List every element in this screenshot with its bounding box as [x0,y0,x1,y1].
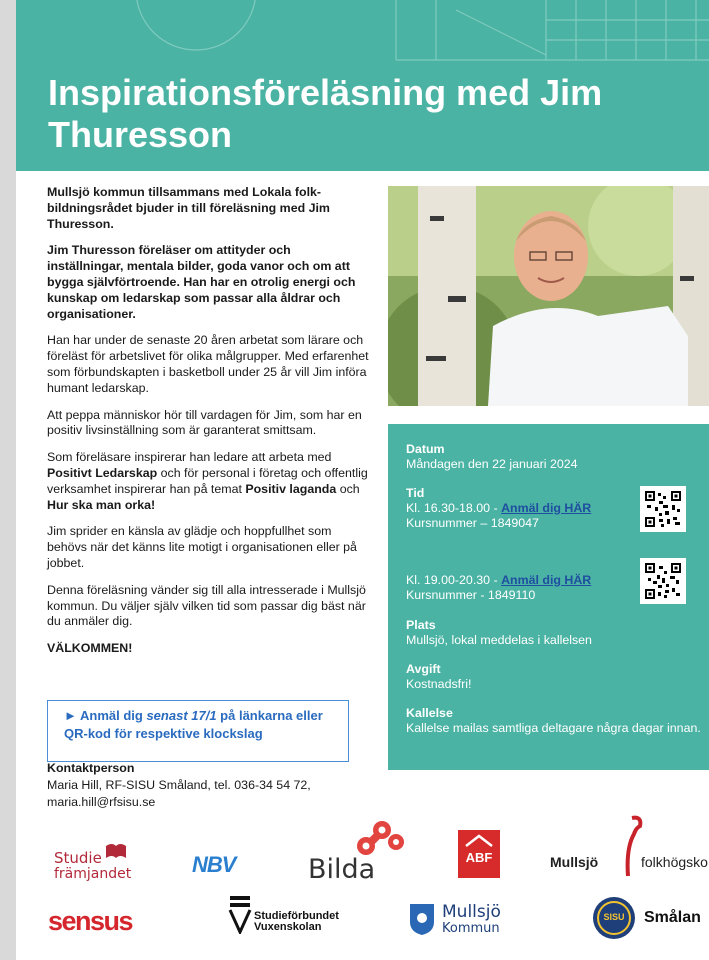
session-1-signup-link[interactable]: Anmäl dig HÄR [501,501,592,515]
intro-paragraph-4: Att peppa människor hör till vardagen för Jim, som har en positiv livsinställning som är garanterat smittsam. [47,407,362,438]
book-icon [104,842,128,860]
location-value: Mullsjö, lokal meddelas i kallelsen [406,633,592,647]
qr-code-icon [645,491,681,527]
fee-value: Kostnadsfri! [406,677,472,691]
bilda-logo: Bilda [306,816,416,886]
studiefrämjandet-logo: Studie främjandet [54,842,144,886]
contact-section [47,760,367,811]
header-banner [16,0,709,171]
session-2-course-number: Kursnummer - 1849110 [406,588,536,602]
signup-notice-box [47,700,349,762]
date-label: Datum [406,442,445,456]
fee-label: Avgift [406,662,441,676]
flyer-page [16,0,709,960]
qr-code-session-2[interactable] [640,558,686,604]
invitation-label: Kallelse [406,706,453,720]
intro-paragraph-6: Jim sprider en känsla av glädje och hoppfullhet som behövs när det känns lite motigt i organisationen eller på jobbet. [47,524,357,570]
intro-paragraph-5: Som föreläsare inspirerar han ledare att arbeta med Positivt Ledarskap och för personal i företag och offentlig verksamhet inspirerar han på temat Positiv laganda och Hur ska man orka! [47,450,368,512]
intro-paragraph-3: Han har under de senaste 20 åren arbetat som lärare och föreläst för arbetslivet för olika målgrupper. Med erfarenhet som förbundskapten i basketboll under 25 år vill Jim införa humant ledarskap. [47,333,369,395]
welcome-text: VÄLKOMMEN! [47,641,133,656]
session-2: Kl. 19.00-20.30 - Anmäl dig HÄR [406,573,592,587]
date-value: Måndagen den 22 januari 2024 [406,457,578,471]
intro-paragraph-1: Mullsjö kommun tillsammans med Lokala folk-bildningsrådet bjuder in till föreläsning med Jim Thuresson. [47,185,330,231]
contact-line-1: Maria Hill, RF-SISU Småland, tel. 036-34 54 72, [47,778,311,792]
intro-text [47,185,369,668]
intro-paragraph-2: Jim Thuresson föreläser om attityder och inställningar, mentala bilder, goda vanor och om att bygga självförtroende. Han har en otrolig energi och kunskap om ledarskap som passar alla åldrar och organisationer. [47,243,356,321]
mullsjo-kommun-logo: Mullsjö Kommun [408,900,518,940]
page-title: Inspirationsföreläsning med Jim Thuresson [48,72,603,155]
contact-email[interactable]: maria.hill@rfsisu.se [47,795,156,809]
rf-sisu-smaland-logo: SISU Smålan [592,896,709,942]
time-label: Tid [406,486,425,500]
invitation-value: Kallelse mailas samtliga deltagare några dagar innan. [406,721,701,735]
contact-label: Kontaktperson [47,761,135,775]
session-2-signup-link[interactable]: Anmäl dig HÄR [501,573,592,587]
vuxenskolan-symbol-icon [228,894,254,934]
vuxenskolan-logo: Studieförbundet Vuxenskolan [228,894,368,940]
session-1: Kl. 16.30-18.00 - Anmäl dig HÄR [406,501,592,515]
qr-code-session-1[interactable] [640,486,686,532]
event-info-box [388,424,709,770]
sensus-logo: sensus [48,906,133,936]
speaker-photo [388,186,709,406]
session-1-course-number: Kursnummer – 1849047 [406,516,539,530]
coat-of-arms-icon [408,902,436,936]
qr-code-icon [645,563,681,599]
signup-notice-text: ► Anmäl dig senast 17/1 på länkarna eller QR-kod för respektive klockslag [64,708,323,741]
nbv-logo: NBV [192,852,236,877]
roof-icon [464,834,494,848]
mullsjo-folkhogskola-logo: Mullsjö folkhögsko [550,814,709,884]
intro-paragraph-7: Denna föreläsning vänder sig till alla intresserade i Mullsjö kommun. Du väljer själv vilken tid som passar dig bäst när du anmäler dig. [47,582,366,629]
abf-logo: ABF [458,830,500,878]
location-label: Plats [406,618,436,632]
speaker-photo-illustration [388,186,709,406]
